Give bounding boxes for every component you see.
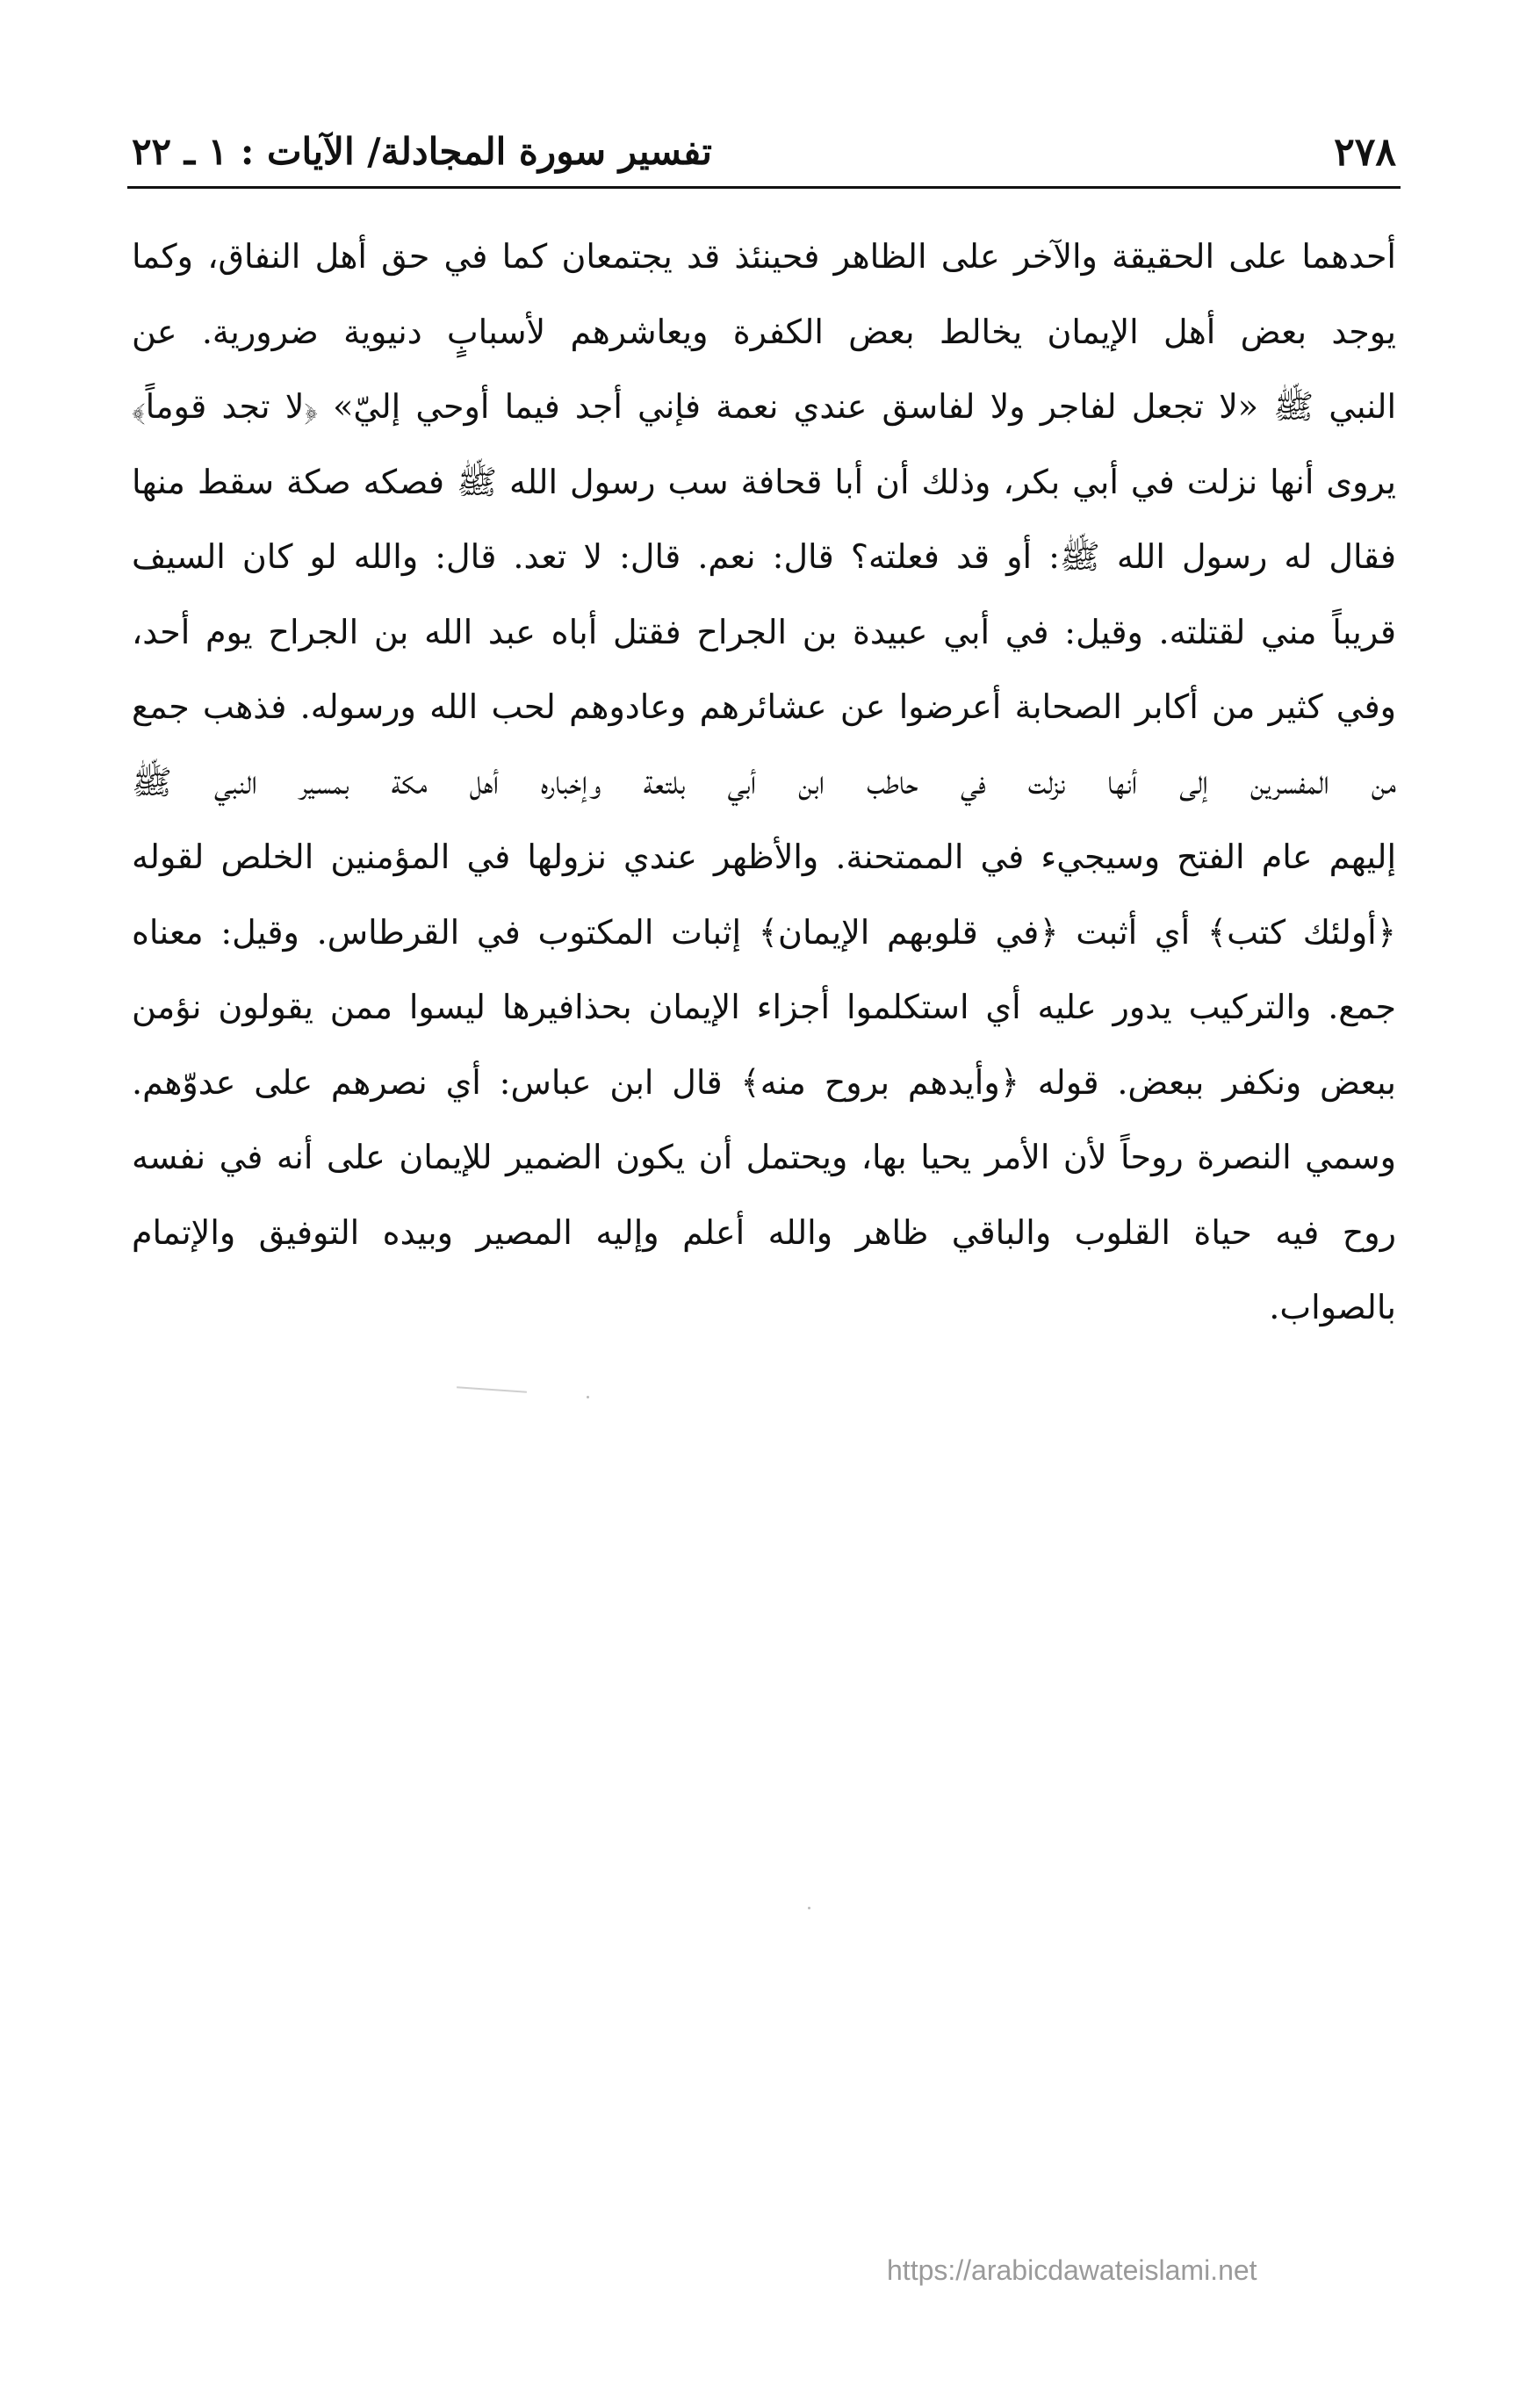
running-title: تفسير سورة المجادلة/ الآيات : ١ ـ ٢٢ — [132, 130, 712, 173]
text-line: بالصواب. — [1269, 1288, 1396, 1326]
header-divider — [127, 186, 1401, 189]
text-line: يوجد بعض أهل الإيمان يخالط بعض الكفرة ويعاشرهم لأسبابٍ دنيوية ضرورية. عن — [132, 312, 1396, 351]
text-line: ﴿أولئك كتب﴾ أي أثبت ﴿في قلوبهم الإيمان﴾ إثبات المكتوب في القرطاس. وقيل: معناه — [132, 912, 1396, 952]
watermark-url: https://arabicdawateislami.net — [887, 2254, 1257, 2286]
text-line: من المفسرين إلى أنها نزلت في حاطب ابن أبي بلتعة وإخباره أهل مكة بمسير النبي ﷺ — [132, 762, 1396, 801]
body-text — [132, 219, 1396, 1346]
text-line: روح فيه حياة القلوب والباقي ظاهر والله أعلم وإليه المصير وبيده التوفيق والإتمام — [132, 1212, 1396, 1252]
scan-artifact — [457, 1386, 527, 1393]
text-line: أحدهما على الحقيقة والآخر على الظاهر فحينئذ قد يجتمعان كما في حق أهل النفاق، وكما — [132, 237, 1396, 276]
scan-artifact — [808, 1907, 810, 1909]
page-number: ٢٧٨ — [1334, 130, 1396, 175]
text-line: وسمي النصرة روحاً لأن الأمر يحيا بها، ويحتمل أن يكون الضمير للإيمان على أنه في نفسه — [132, 1138, 1396, 1176]
text-line: النبي ﷺ «لا تجعل لفاجر ولا لفاسق عندي نعمة فإني أجد فيما أوحي إليّ» ﴿لا تجد قوماً﴾ — [132, 387, 1396, 426]
text-line: قريباً مني لقتلته. وقيل: في أبي عبيدة بن الجراح فقتل أباه عبد الله بن الجراح يوم أحد، — [132, 612, 1396, 651]
text-line: جمع. والتركيب يدور عليه أي استكلموا أجزاء الإيمان بحذافيرها ليسوا ممن يقولون نؤمن — [132, 988, 1396, 1026]
text-line: فقال له رسول الله ﷺ: أو قد فعلته؟ قال: نعم. قال: لا تعد. قال: والله لو كان السيف — [132, 537, 1396, 576]
text-line: يروى أنها نزلت في أبي بكر، وذلك أن أبا قحافة سب رسول الله ﷺ فصكه صكة سقط منها — [132, 462, 1396, 501]
text-line: إليهم عام الفتح وسيجيء في الممتحنة. والأظهر عندي نزولها في المؤمنين الخلص لقوله — [132, 837, 1396, 876]
scan-artifact — [587, 1396, 589, 1398]
page-header — [132, 123, 1396, 193]
text-line: وفي كثير من أكابر الصحابة أعرضوا عن عشائرهم وعادوهم لحب الله ورسوله. فذهب جمع — [132, 687, 1396, 726]
text-line: ببعض ونكفر ببعض. قوله ﴿وأيدهم بروح منه﴾ قال ابن عباس: أي نصرهم على عدوّهم. — [132, 1062, 1396, 1102]
